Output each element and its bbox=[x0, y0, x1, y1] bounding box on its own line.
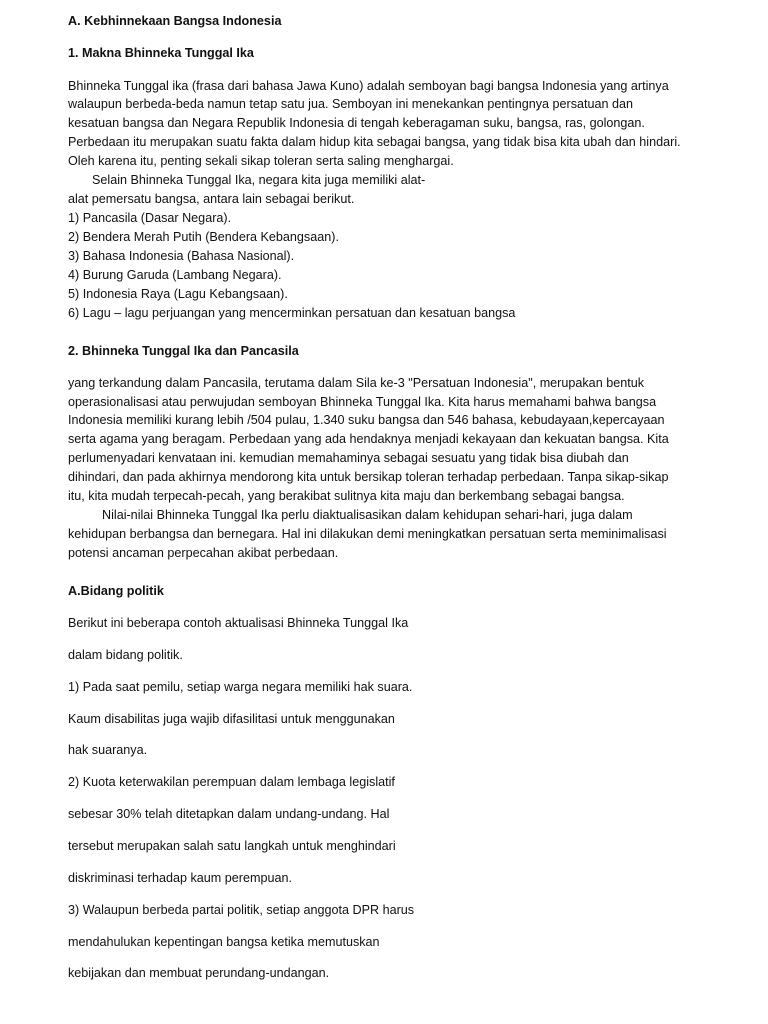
paragraph-line: kebijakan dan membuat perundang-undangan. bbox=[68, 966, 330, 980]
list-item: 1) Pancasila (Dasar Negara). bbox=[68, 211, 232, 225]
list-item: 6) Lagu – lagu perjuangan yang mencerminkan persatuan dan kesatuan bangsa bbox=[68, 306, 516, 320]
list-item: 5) Indonesia Raya (Lagu Kebangsaan). bbox=[68, 287, 288, 301]
paragraph-line: sebesar 30% telah ditetapkan dalam undang-undang. Hal bbox=[68, 807, 390, 821]
paragraph-line: 2) Kuota keterwakilan perempuan dalam lembaga legislatif bbox=[68, 775, 395, 789]
paragraph-line: alat pemersatu bangsa, antara lain sebagai berikut. bbox=[68, 192, 355, 206]
list-item: 3) Bahasa Indonesia (Bahasa Nasional). bbox=[68, 249, 295, 263]
paragraph-line: Kaum disabilitas juga wajib difasilitasi untuk menggunakan bbox=[68, 712, 395, 726]
list-item: 2) Bendera Merah Putih (Bendera Kebangsaan). bbox=[68, 230, 339, 244]
paragraph-line: Berikut ini beberapa contoh aktualisasi Bhinneka Tunggal Ika bbox=[68, 616, 409, 630]
paragraph-line: 1) Pada saat pemilu, setiap warga negara memiliki hak suara. bbox=[68, 680, 413, 694]
paragraph-line: 3) Walaupun berbeda partai politik, setiap anggota DPR harus bbox=[68, 903, 415, 917]
paragraph-line: kehidupan berbangsa dan bernegara. Hal ini dilakukan demi meningkatkan persatuan serta meminimalisasi bbox=[68, 527, 667, 541]
paragraph-line: Oleh karena itu, penting sekali sikap toleran serta saling menghargai. bbox=[68, 154, 454, 168]
paragraph-line: Indonesia memiliki kurang lebih /504 pulau, 1.340 suku bangsa dan 546 bahasa, kebudayaan,kepercayaan bbox=[68, 413, 665, 427]
paragraph-line: Bhinneka Tunggal ika (frasa dari bahasa Jawa Kuno) adalah semboyan bagi bangsa Indonesia yang artinya bbox=[68, 79, 669, 93]
section-2-title: 2. Bhinneka Tunggal Ika dan Pancasila bbox=[68, 344, 299, 358]
paragraph-line: operasionalisasi atau perwujudan semboyan Bhinneka Tunggal Ika. Kita harus memahami bahwa bangsa bbox=[68, 395, 657, 409]
paragraph-line: Selain Bhinneka Tunggal Ika, negara kita juga memiliki alat- bbox=[92, 173, 426, 187]
paragraph-line: walaupun berbeda-beda namun tetap satu jua. Semboyan ini menekankan pentingnya persatuan dan bbox=[68, 97, 634, 111]
paragraph-line: mendahulukan kepentingan bangsa ketika memutuskan bbox=[68, 935, 380, 949]
section-politik-title: A.Bidang politik bbox=[68, 584, 164, 598]
paragraph-line: perlumenyadari kenvataan ini. kemudian memahaminya sebagai sesuatu yang tidak bisa diubah dan bbox=[68, 451, 629, 465]
paragraph-line: Nilai-nilai Bhinneka Tunggal Ika perlu diaktualisasikan dalam kehidupan sehari-hari, juga dalam bbox=[102, 508, 633, 522]
paragraph-line: hak suaranya. bbox=[68, 743, 148, 757]
paragraph-line: tersebut merupakan salah satu langkah untuk menghindari bbox=[68, 839, 396, 853]
paragraph-line: dalam bidang politik. bbox=[68, 648, 183, 662]
paragraph-line: serta agama yang beragam. Perbedaan yang ada hendaknya menjadi kekayaan dan kekuatan bangsa. Kita bbox=[68, 432, 669, 446]
paragraph-line: kesatuan bangsa dan Negara Republik Indonesia di tengah keberagaman suku, bangsa, ras, golongan. bbox=[68, 116, 645, 130]
paragraph-line: potensi ancaman perpecahan akibat perbedaan. bbox=[68, 546, 339, 560]
section-1-title: 1. Makna Bhinneka Tunggal Ika bbox=[68, 46, 254, 60]
section-a-title: A. Kebhinnekaan Bangsa Indonesia bbox=[68, 14, 282, 28]
paragraph-line: dihindari, dan pada akhirnya mendorong kita untuk bersikap toleran terhadap perbedaan. Tanpa sikap-sikap bbox=[68, 470, 669, 484]
paragraph-line: yang terkandung dalam Pancasila, terutama dalam Sila ke-3 "Persatuan Indonesia", merupakan bentuk bbox=[68, 376, 645, 390]
list-item: 4) Burung Garuda (Lambang Negara). bbox=[68, 268, 282, 282]
paragraph-line: Perbedaan itu merupakan suatu fakta dalam hidup kita sebagai bangsa, yang tidak bisa kita ubah dan hindari. bbox=[68, 135, 681, 149]
paragraph-line: diskriminasi terhadap kaum perempuan. bbox=[68, 871, 293, 885]
paragraph-line: itu, kita mudah terpecah-pecah, yang berakibat sulitnya kita maju dan berkembang sebagai bangsa. bbox=[68, 489, 625, 503]
